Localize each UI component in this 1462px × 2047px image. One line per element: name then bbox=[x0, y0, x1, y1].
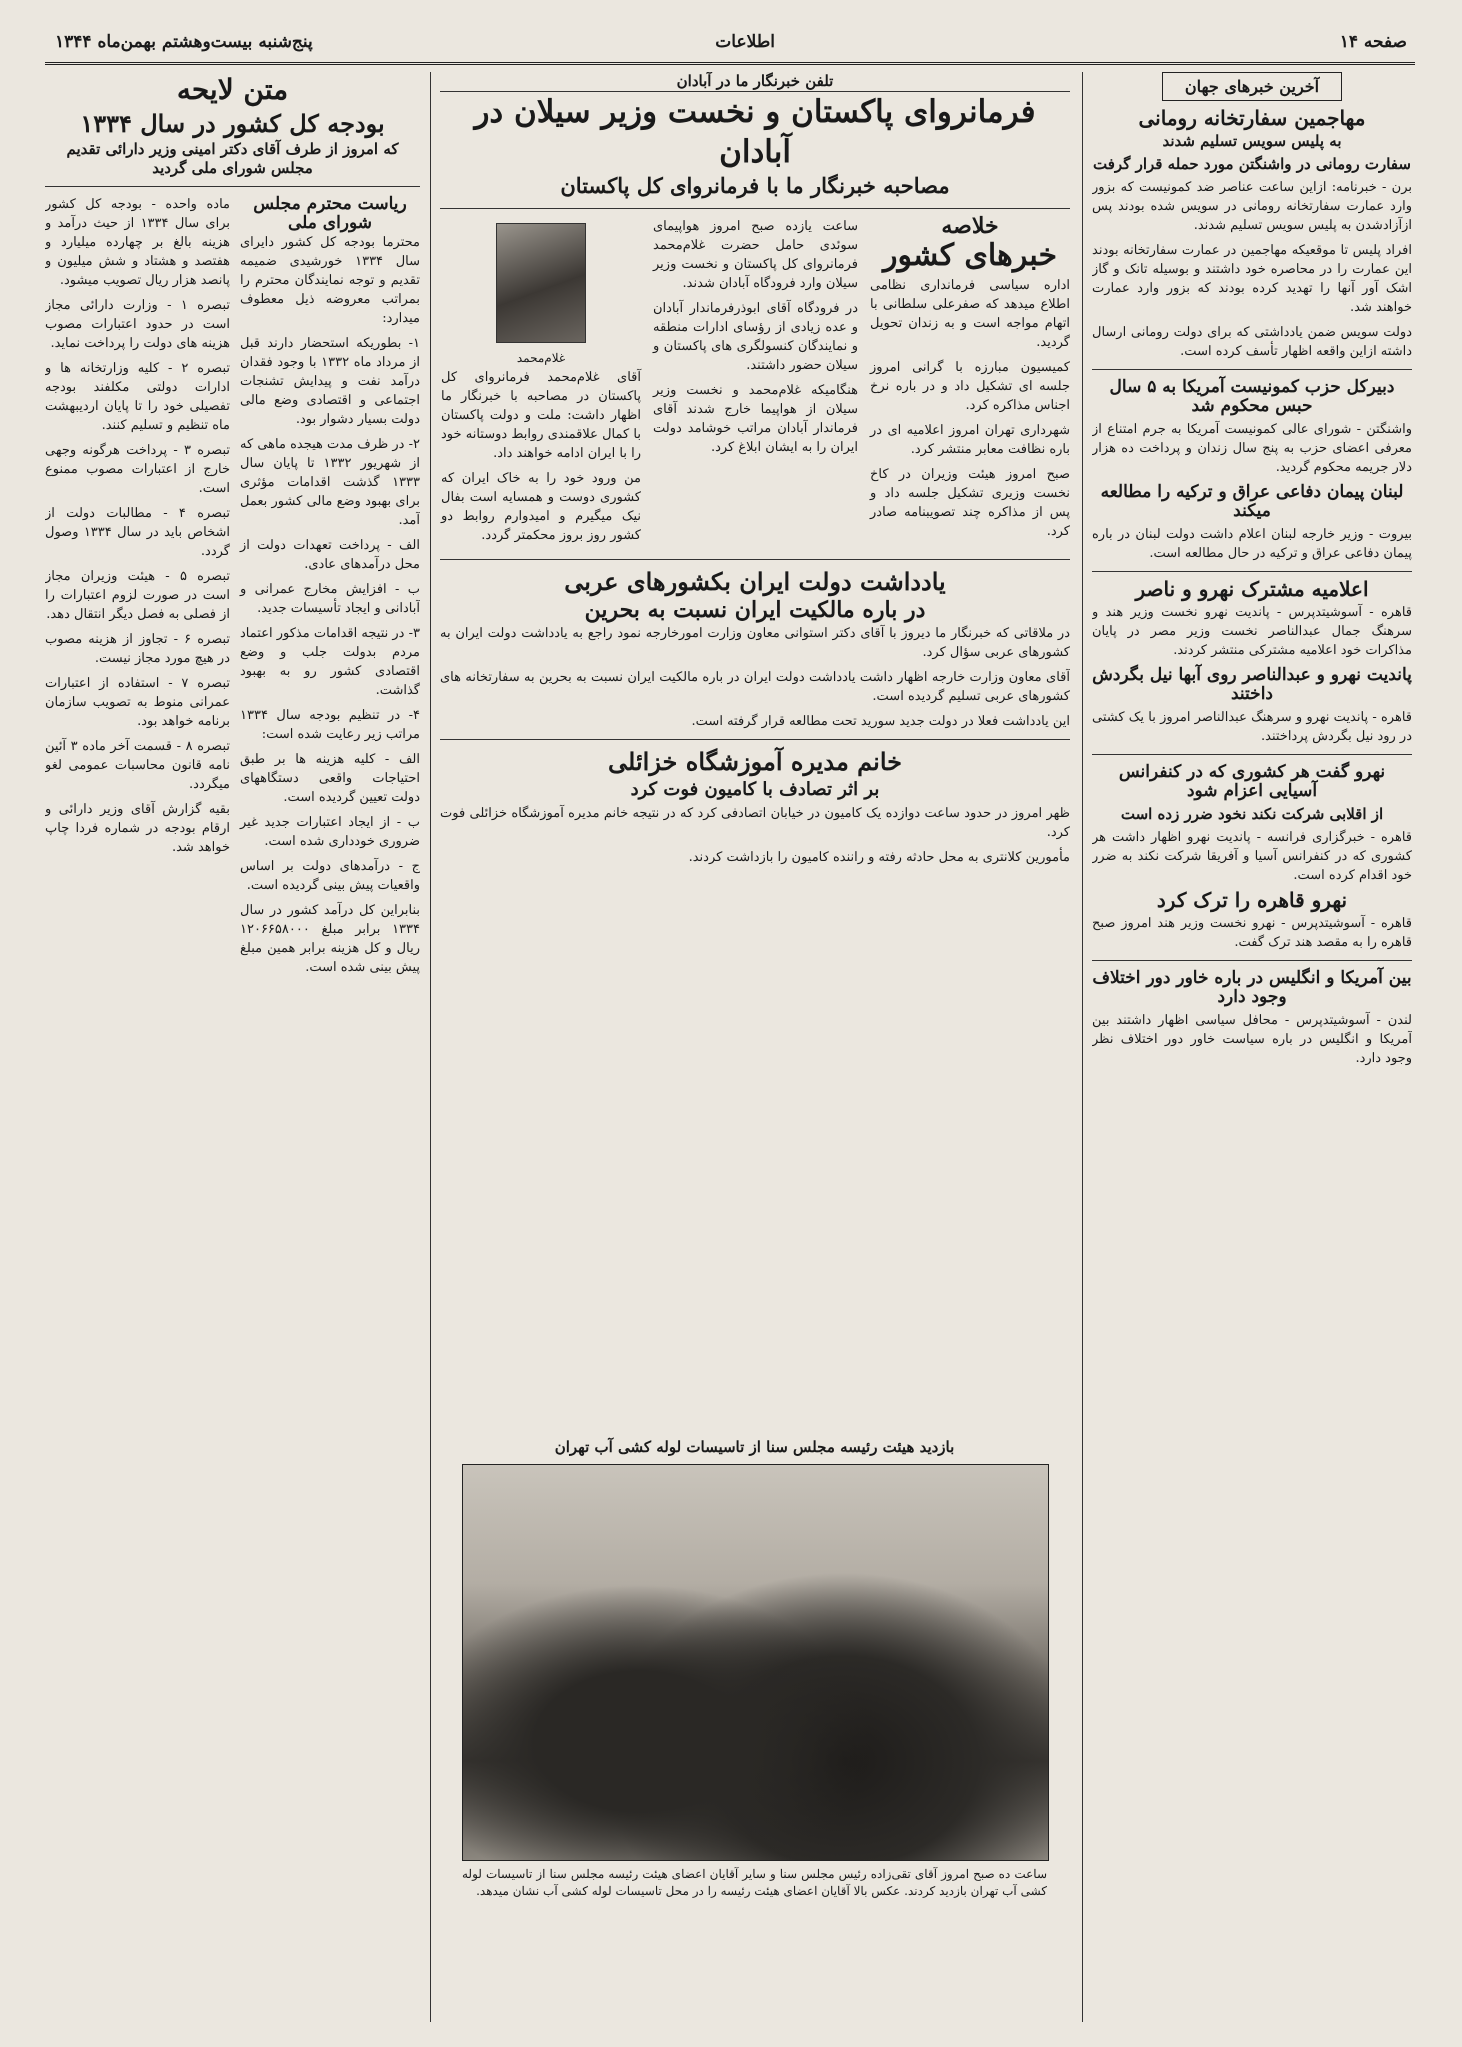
main-subheadline: مصاحبه خبرنگار ما با فرمانروای کل پاکستان bbox=[560, 173, 950, 198]
photo-caption: ساعت ده صبح امروز آقای تقی‌زاده رئیس مجلس سنا و سایر آقایان اعضای هیئت رئیسه مجلس سنا از تاسیسات لوله کشی آب تهران بازدید کردند. عکس بالا آقایان اعضای هیئت رئیسه را در محل تاسیسات لوله کشی آب نشان میدهد. bbox=[462, 1867, 1047, 1898]
header-rule bbox=[45, 62, 1415, 65]
paragraph: لندن - آسوشیتدپرس - محافل سیاسی اظهار داشتند بین آمریکا و انگلیس در باره سیاست خاور دور اختلاف نظر وجود دارد. bbox=[1092, 1013, 1412, 1066]
paragraph: قاهره - آسوشیتدپرس - پاندیت نهرو نخست وزیر هند و سرهنگ جمال عبدالناصر نخست وزیر مصر در پایان مذاکرات خود اعلامیه مشترکی منتشر کردند. bbox=[1092, 605, 1412, 658]
paragraph: واشنگتن - شورای عالی کمونیست آمریکا به جرم امتناع از معرفی اعضای حزب به پنج سال زندان و پرداخت ده هزار دلار جریمه محکوم گردید. bbox=[1092, 422, 1412, 475]
paragraph: الف - پرداخت تعهدات دولت از محل درآمدهای عادی. bbox=[240, 538, 420, 572]
paragraph: برن - خبرنامه: ازاین ساعت عناصر ضد کمونیست که بزور وارد عمارت سفارتخانه رومانی در سویس شده بودند پس ازآزادشدن به پلیس سویس تسلیم شدند. bbox=[1092, 180, 1412, 233]
paragraph: قاهره - پاندیت نهرو و سرهنگ عبدالناصر امروز با یک کشتی در رود نیل بگردش پرداختند. bbox=[1092, 710, 1412, 744]
page-header bbox=[45, 28, 1415, 62]
summary-box bbox=[870, 213, 1070, 551]
budget-subheadline: که امروز از طرف آقای دکتر امینی وزیر دارائی تقدیم مجلس شورای ملی گردید bbox=[66, 140, 399, 177]
paragraph: ب - از ایجاد اعتبارات جدید غیر ضروری خودداری شده است. bbox=[240, 815, 420, 849]
headline: خانم مدیره آموزشگاه خزائلی bbox=[608, 747, 902, 776]
budget-subcolumn-b bbox=[45, 195, 230, 983]
photo-caption: غلام‌محمد bbox=[516, 351, 566, 365]
paragraph: هنگامیکه غلام‌محمد و نخست وزیر سیلان از هواپیما خارج شدند آقای فرماندار آبادان مراتب خوشامد دولت ایران را به ایشان ابلاغ کرد. bbox=[653, 383, 858, 455]
paragraph: محترما بودجه کل کشور دایرای سال ۱۳۳۴ خورشیدی ضمیمه تقدیم و توجه نمایندگان محترم را بمراتب معروضه ذیل معطوف میدارد: bbox=[240, 235, 420, 326]
budget-subcolumn-a bbox=[240, 195, 420, 983]
paragraph: شهرداری تهران امروز اعلامیه ای در باره نظافت معابر منتشر کرد. bbox=[870, 423, 1070, 457]
paragraph: ۳- در نتیجه اقدامات مذکور اعتماد مردم بدولت جلب و وضع اقتصادی کشور رو به بهبود گذاشت. bbox=[240, 626, 420, 698]
paragraph: کمیسیون مبارزه با گرانی امروز جلسه ای تشکیل داد و در باره نرخ اجناس مذاکره کرد. bbox=[870, 360, 1070, 413]
paragraph: ماده واحده - بودجه کل کشور برای سال ۱۳۳۴ از حیث درآمد و هزینه بالغ بر چهارده میلیارد و هفتصد و هشتاد و شش میلیون و پانصد هزار ریال تصویب میشود. bbox=[45, 197, 230, 288]
main-headline: فرمانروای پاکستان و نخست وزیر سیلان در آبادان bbox=[474, 94, 1036, 170]
budget-column bbox=[45, 72, 420, 2022]
headline: نهرو گفت هر کشوری که در کنفرانس آسیایی اعزام شود bbox=[1118, 762, 1386, 801]
paragraph: بنابراین کل درآمد کشور در سال ۱۳۳۴ برابر مبلغ ۱۲۰۶۶۵۸۰۰۰ ریال و کل هزینه برابر همین مبلغ پیش بینی شده است. bbox=[240, 903, 420, 975]
paragraph: تبصره ۸ - قسمت آخر ماده ۳ آئین نامه قانون محاسبات عمومی لغو میگردد. bbox=[45, 739, 230, 792]
address: ریاست محترم مجلس شورای ملی bbox=[253, 194, 407, 233]
paragraph: صبح امروز هیئت وزیران در کاخ نخست وزیری تشکیل جلسه داد و پس از مذاکره چند تصویبنامه صادر کرد. bbox=[870, 467, 1070, 539]
paragraph: این یادداشت فعلا در دولت جدید سورید تحت مطالعه قرار گرفته است. bbox=[691, 714, 1070, 729]
inspection-photo bbox=[462, 1464, 1049, 1861]
center-column bbox=[440, 72, 1070, 1452]
budget-title: متن لایحه bbox=[176, 73, 289, 106]
column-rule bbox=[1082, 72, 1083, 2022]
paragraph: قاهره - آسوشیتدپرس - نهرو نخست وزیر هند امروز صبح قاهره را به مقصد هند ترک گفت. bbox=[1092, 916, 1412, 950]
paragraph: قاهره - خبرگزاری فرانسه - پاندیت نهرو اظهار داشت هر کشوری که در کنفرانس آسیا و آفریقا شرکت نکند به ضرر خود اقدام کرده است. bbox=[1092, 830, 1412, 883]
paragraph: تبصره ۷ - استفاده از اعتبارات عمرانی منوط به تصویب سازمان برنامه خواهد بود. bbox=[45, 676, 230, 729]
photo-title: بازدید هیئت رئیسه مجلس سنا از تاسیسات لوله کشی آب تهران bbox=[554, 1438, 955, 1456]
paragraph: مأمورین کلانتری به محل حادثه رفته و راننده کامیون را بازداشت کردند. bbox=[688, 850, 1070, 865]
paragraph: ۲- در ظرف مدت هیجده ماهی که از شهریور ۱۳۳۲ تا پایان سال ۱۳۳۳ گذشت اقدامات مؤثری برای بهبود وضع مالی کشور بعمل آمد. bbox=[240, 437, 420, 528]
headline: اعلامیه مشترک نهرو و ناصر bbox=[1135, 577, 1369, 601]
paragraph: ۱- بطوریکه استحضار دارند قبل از مرداد ماه ۱۳۳۲ با وجود فقدان درآمد نفت و پیدایش تشنجات اجتماعی و اقتصادی وضع مالی دولت بسیار دشوار بود. bbox=[240, 336, 420, 427]
paragraph: اداره سیاسی فرمانداری نظامی اطلاع میدهد که صفرعلی سلطانی با اتهام مواجه است و به زندان تحویل گردید. bbox=[870, 278, 1070, 350]
paragraph: آقای معاون وزارت خارجه اظهار داشت یادداشت دولت ایران در باره مالکیت ایران نسبت به بحرین به سفارتخانه های کشورهای عربی تسلیم گردیده است. bbox=[440, 670, 1070, 704]
headline: مهاجمین سفارتخانه رومانی bbox=[1138, 106, 1366, 130]
summary-main: خبرهای کشور bbox=[882, 238, 1058, 273]
paragraph: ۴- در تنظیم بودجه سال ۱۳۳۴ مراتب زیر رعایت شده است: bbox=[240, 708, 420, 742]
paragraph: ب - افزایش مخارج عمرانی و آبادانی و ایجاد تأسیسات جدید. bbox=[240, 582, 420, 616]
paragraph: الف - کلیه هزینه ها بر طبق احتیاجات واقعی دستگاههای دولت تعیین گردیده است. bbox=[240, 752, 420, 805]
subheadline: به پلیس سویس تسلیم شدند bbox=[1162, 132, 1342, 150]
summary-title: خلاصه bbox=[941, 213, 999, 239]
paragraph: من ورود خود را به خاک ایران که کشوری دوست و همسایه است بفال نیک میگیرم و امیدوارم روابط دو کشور روز بروز محکمتر گردد. bbox=[441, 471, 641, 543]
paragraph: تبصره ۱ - وزارت دارائی مجاز است در حدود اعتبارات مصوب هزینه های دولت را پرداخت نماید. bbox=[45, 298, 230, 351]
paragraph: آقای غلام‌محمد فرمانروای کل پاکستان در مصاحبه با خبرنگار ما اظهار داشت: ملت و دولت پاکستان با کمال علاقمندی روابط دوستانه خود را با ایران ادامه خواهند داد. bbox=[441, 370, 641, 461]
world-news-column bbox=[1092, 72, 1412, 2022]
paragraph: در ملاقاتی که خبرنگار ما دیروز با آقای دکتر استوانی معاون وزارت امورخارجه نمود راجع به یادداشت دولت ایران به کشورهای عربی سؤال کرد. bbox=[440, 626, 1070, 660]
newspaper-name: اطلاعات bbox=[715, 32, 775, 52]
subheadline: سفارت رومانی در واشنگتن مورد حمله قرار گرفت bbox=[1093, 155, 1411, 173]
subheadline: در باره مالکیت ایران نسبت به بحرین bbox=[584, 597, 926, 623]
kicker: تلفن خبرنگار ما در آبادان bbox=[440, 72, 1070, 92]
paragraph: تبصره ۶ - تجاوز از هزینه مصوب در هیچ مورد مجاز نیست. bbox=[45, 632, 231, 666]
column-rule bbox=[430, 72, 431, 2022]
paragraph: افراد پلیس تا موقعیکه مهاجمین در عمارت سفارتخانه بودند این عمارت را در محاصره خود داشتند و بوسیله تانک و گاز اشک آور آنها را تهدید کرده بودند که بزور وارد عمارت خواهند شد. bbox=[1092, 243, 1412, 315]
issue-date: پنج‌شنبه بیست‌وهشتم بهمن‌ماه ۱۳۴۴ bbox=[55, 32, 313, 52]
world-news-box-title: آخرین خبرهای جهان bbox=[1162, 72, 1342, 101]
paragraph: در فرودگاه آقای ابوذرفرماندار آبادان و عده زیادی از رؤسای ادارات منطقه و نمایندگان کنسولگری های پاکستان و سیلان حضور داشتند. bbox=[653, 301, 858, 373]
headline: دبیرکل حزب کمونیست آمریکا به ۵ سال حبس محکوم شد bbox=[1109, 377, 1395, 416]
paragraph: تبصره ۵ - هیئت وزیران مجاز است در صورت لزوم اعتبارات را از فصلی به فصل دیگر انتقال دهد. bbox=[45, 569, 230, 622]
paragraph: ساعت یازده صبح امروز هواپیمای سوئدی حامل حضرت غلام‌محمد فرمانروای کل پاکستان و نخست وزیر سیلان وارد فرودگاه آبادان شدند. bbox=[653, 219, 858, 291]
subheadline: بر اثر تصادف با کامیون فوت کرد bbox=[630, 779, 880, 800]
paragraph: بقیه گزارش آقای وزیر دارائی و ارقام بودجه در شماره فردا چاپ خواهد شد. bbox=[45, 802, 230, 855]
paragraph: ج - درآمدهای دولت بر اساس واقعیات پیش بینی گردیده است. bbox=[240, 859, 420, 893]
headline: پاندیت نهرو و عبدالناصر روی آبها نیل بگردش داختند bbox=[1092, 665, 1412, 704]
headline: بین آمریکا و انگلیس در باره خاور دور اختلاف وجود دارد bbox=[1092, 968, 1412, 1007]
paragraph: تبصره ۲ - کلیه وزارتخانه ها و ادارات دولتی مکلفند بودجه تفصیلی خود را تا پایان اردیبهشت ماه تنظیم و تسلیم کنند. bbox=[45, 361, 230, 433]
headline: یادداشت دولت ایران بکشورهای عربی bbox=[564, 567, 946, 596]
budget-headline: بودجه کل کشور در سال ۱۳۳۴ bbox=[80, 109, 385, 138]
page-number: صفحه ۱۴ bbox=[1339, 32, 1407, 52]
paragraph: دولت سویس ضمن یادداشتی که برای دولت رومانی ارسال داشته ازاین واقعه اظهار تأسف کرده است. bbox=[1092, 325, 1412, 359]
paragraph: ظهر امروز در حدود ساعت دوازده یک کامیون در خیابان اتصادفی کرد که در نتیجه خانم مدیره آموزشگاه خزائلی فوت کرد. bbox=[440, 806, 1070, 840]
portrait-photo bbox=[496, 223, 586, 343]
subheadline: از اقلابی شرکت نکند نخود ضرر زده است bbox=[1120, 805, 1384, 823]
paragraph: بیروت - وزیر خارجه لبنان اعلام داشت دولت لبنان در باره پیمان دفاعی عراق و ترکیه در حال مطالعه است. bbox=[1092, 527, 1412, 561]
headline: لبنان پیمان دفاعی عراق و ترکیه را مطالعه میکند bbox=[1100, 482, 1404, 521]
paragraph: تبصره ۴ - مطالبات دولت از اشخاص باید در سال ۱۳۳۴ وصول گردد. bbox=[45, 506, 230, 559]
paragraph: تبصره ۳ - پرداخت هرگونه وجهی خارج از اعتبارات مصوب ممنوع است. bbox=[45, 443, 230, 496]
headline: نهرو قاهره را ترک کرد bbox=[1156, 888, 1348, 912]
